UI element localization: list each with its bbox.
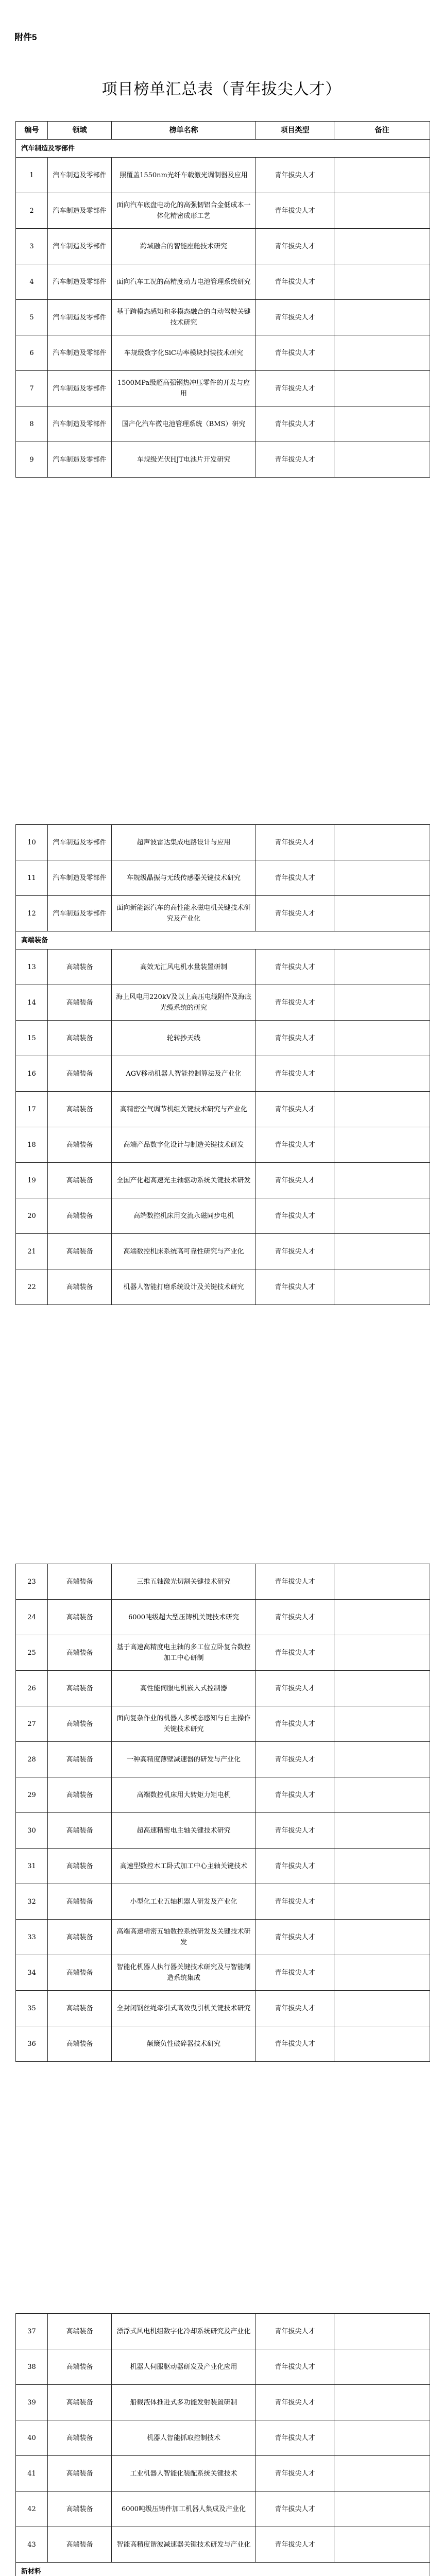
table-row <box>16 1564 430 1600</box>
project-type-cell: 青年拔尖人才 <box>256 1813 334 1849</box>
project-name-cell: 轮转抄天线 <box>112 1021 256 1056</box>
remark-cell <box>334 442 430 478</box>
table-row <box>16 2420 430 2456</box>
remark-cell <box>334 1777 430 1813</box>
project-type-cell: 青年拔尖人才 <box>256 1849 334 1884</box>
attachment-label: 附件5 <box>14 32 37 42</box>
field-cell: 高端装备 <box>48 1198 112 1234</box>
project-name-cell: 机器人智能打磨系统设计及关键技术研究 <box>112 1269 256 1305</box>
project-type-cell: 青年拔尖人才 <box>256 1742 334 1777</box>
project-name-cell: 全封闭钢丝绳牵引式高效曳引机关键技术研究 <box>112 1991 256 2026</box>
project-name-cell: 三维五轴激光切割关键技术研究 <box>112 1564 256 1600</box>
row-number: 32 <box>16 1884 48 1920</box>
project-name-cell: 高端高速精密五轴数控系统研发及关键技术研发 <box>112 1920 256 1955</box>
row-number: 42 <box>16 2492 48 2527</box>
remark-cell <box>334 985 430 1021</box>
table-row <box>16 193 430 229</box>
project-type-cell: 青年拔尖人才 <box>256 1163 334 1198</box>
field-cell: 汽车制造及零部件 <box>48 335 112 371</box>
project-type-cell: 青年拔尖人才 <box>256 896 334 931</box>
column-header: 编号 <box>16 122 48 140</box>
project-name-cell: 智能高精度谐波减速器关键技术研发与产业化 <box>112 2527 256 2563</box>
remark-cell <box>334 860 430 896</box>
table-row <box>16 1056 430 1092</box>
table-row <box>16 1849 430 1884</box>
field-cell: 高端装备 <box>48 2527 112 2563</box>
row-number: 17 <box>16 1092 48 1127</box>
row-number: 7 <box>16 371 48 406</box>
remark-cell <box>334 1600 430 1635</box>
field-cell: 高端装备 <box>48 1564 112 1600</box>
project-name-cell: 小型化工业五轴机器人研发及产业化 <box>112 1884 256 1920</box>
field-cell: 高端装备 <box>48 1777 112 1813</box>
table-row <box>16 2456 430 2492</box>
table-row <box>16 371 430 406</box>
remark-cell <box>334 158 430 193</box>
project-type-cell: 青年拔尖人才 <box>256 2492 334 2527</box>
remark-cell <box>334 2349 430 2385</box>
project-type-cell: 青年拔尖人才 <box>256 158 334 193</box>
row-number: 9 <box>16 442 48 478</box>
field-cell: 汽车制造及零部件 <box>48 371 112 406</box>
field-cell: 高端装备 <box>48 1127 112 1163</box>
row-number: 16 <box>16 1056 48 1092</box>
remark-cell <box>334 1127 430 1163</box>
field-cell: 汽车制造及零部件 <box>48 229 112 264</box>
table-row <box>16 1269 430 1305</box>
project-name-cell: 船载液体推进式多功能发射装置研制 <box>112 2385 256 2420</box>
project-name-cell: 高效无汇风电机水量装置研制 <box>112 950 256 985</box>
remark-cell <box>334 825 430 860</box>
table-row <box>16 1777 430 1813</box>
project-name-cell: 面向复杂作业的机器人多模态感知与自主操作关键技术研究 <box>112 1706 256 1742</box>
project-name-cell: 高性能伺服电机嵌入式控制器 <box>112 1671 256 1706</box>
project-name-cell: 海上风电用220kV及以上高压电缆附件及海底光缆系统的研究 <box>112 985 256 1021</box>
field-cell: 高端装备 <box>48 1991 112 2026</box>
table-row <box>16 1163 430 1198</box>
row-number: 41 <box>16 2456 48 2492</box>
row-number: 13 <box>16 950 48 985</box>
field-cell: 高端装备 <box>48 1742 112 1777</box>
section-title: 新材料 <box>16 2563 430 2576</box>
table-row <box>16 442 430 478</box>
project-name-cell: 6000吨级超大型压铸机关键技术研究 <box>112 1600 256 1635</box>
row-number: 5 <box>16 300 48 335</box>
row-number: 11 <box>16 860 48 896</box>
remark-cell <box>334 1092 430 1127</box>
table-row <box>16 229 430 264</box>
remark-cell <box>334 264 430 300</box>
remark-cell <box>334 1056 430 1092</box>
remark-cell <box>334 406 430 442</box>
project-name-cell: 智能化机器人执行器关键技术研究及与智能制造系统集成 <box>112 1955 256 1991</box>
project-type-cell: 青年拔尖人才 <box>256 1635 334 1671</box>
field-cell: 高端装备 <box>48 1920 112 1955</box>
row-number: 1 <box>16 158 48 193</box>
project-type-cell: 青年拔尖人才 <box>256 371 334 406</box>
row-number: 39 <box>16 2385 48 2420</box>
field-cell: 汽车制造及零部件 <box>48 158 112 193</box>
column-header: 榜单名称 <box>112 122 256 140</box>
row-number: 3 <box>16 229 48 264</box>
project-name-cell: 高速型数控木工卧式加工中心主轴关键技术 <box>112 1849 256 1884</box>
row-number: 40 <box>16 2420 48 2456</box>
field-cell: 高端装备 <box>48 1056 112 1092</box>
field-cell: 汽车制造及零部件 <box>48 264 112 300</box>
table-row <box>16 158 430 193</box>
project-type-cell: 青年拔尖人才 <box>256 2420 334 2456</box>
remark-cell <box>334 193 430 229</box>
row-number: 43 <box>16 2527 48 2563</box>
remark-cell <box>334 1991 430 2026</box>
remark-cell <box>334 1564 430 1600</box>
table-row <box>16 300 430 335</box>
remark-cell <box>334 1163 430 1198</box>
remark-cell <box>334 2026 430 2062</box>
remark-cell <box>334 371 430 406</box>
table-row <box>16 1635 430 1671</box>
section-title: 高端装备 <box>16 931 430 950</box>
project-type-cell: 青年拔尖人才 <box>256 2456 334 2492</box>
row-number: 31 <box>16 1849 48 1884</box>
project-type-cell: 青年拔尖人才 <box>256 1056 334 1092</box>
field-cell: 汽车制造及零部件 <box>48 896 112 931</box>
row-number: 20 <box>16 1198 48 1234</box>
remark-cell <box>334 229 430 264</box>
table-row <box>16 1813 430 1849</box>
remark-cell <box>334 1198 430 1234</box>
remark-cell <box>334 300 430 335</box>
row-number: 29 <box>16 1777 48 1813</box>
table-row <box>16 1742 430 1777</box>
section-title: 汽车制造及零部件 <box>16 140 430 158</box>
remark-cell <box>334 1671 430 1706</box>
field-cell: 高端装备 <box>48 1706 112 1742</box>
row-number: 6 <box>16 335 48 371</box>
field-cell: 高端装备 <box>48 2420 112 2456</box>
row-number: 37 <box>16 2314 48 2349</box>
project-name-cell: 工业机器人智能化装配系统关键技术 <box>112 2456 256 2492</box>
table-row <box>16 2527 430 2563</box>
row-number: 26 <box>16 1671 48 1706</box>
project-type-cell: 青年拔尖人才 <box>256 300 334 335</box>
table-row <box>16 1092 430 1127</box>
row-number: 19 <box>16 1163 48 1198</box>
field-cell: 高端装备 <box>48 985 112 1021</box>
column-header: 备注 <box>334 122 430 140</box>
table-row <box>16 335 430 371</box>
row-number: 30 <box>16 1813 48 1849</box>
table-row <box>16 1600 430 1635</box>
table-row <box>16 1884 430 1920</box>
project-type-cell: 青年拔尖人才 <box>256 2026 334 2062</box>
project-name-cell: 漂浮式风电机组数字化冷却系统研究及产业化 <box>112 2314 256 2349</box>
remark-cell <box>334 335 430 371</box>
table-row <box>16 1706 430 1742</box>
field-cell: 汽车制造及零部件 <box>48 860 112 896</box>
project-type-cell: 青年拔尖人才 <box>256 1777 334 1813</box>
row-number: 23 <box>16 1564 48 1600</box>
project-type-cell: 青年拔尖人才 <box>256 1092 334 1127</box>
remark-cell <box>334 1021 430 1056</box>
table-row <box>16 896 430 931</box>
page-title: 项目榜单汇总表（青年拔尖人才） <box>101 80 342 98</box>
table-row <box>16 1920 430 1955</box>
row-number: 22 <box>16 1269 48 1305</box>
field-cell: 高端装备 <box>48 1163 112 1198</box>
remark-cell <box>334 1884 430 1920</box>
table-row <box>16 1234 430 1269</box>
project-type-cell: 青年拔尖人才 <box>256 1884 334 1920</box>
project-type-cell: 青年拔尖人才 <box>256 1198 334 1234</box>
project-type-cell: 青年拔尖人才 <box>256 193 334 229</box>
field-cell: 高端装备 <box>48 1671 112 1706</box>
table-row <box>16 1127 430 1163</box>
project-name-cell: 基于跨模态感知和多模态融合的自动驾驶关键技术研究 <box>112 300 256 335</box>
project-type-cell: 青年拔尖人才 <box>256 1234 334 1269</box>
project-name-cell: 跨域融合的智能座舱技术研究 <box>112 229 256 264</box>
remark-cell <box>334 1234 430 1269</box>
project-table <box>15 121 430 478</box>
project-type-cell: 青年拔尖人才 <box>256 950 334 985</box>
row-number: 35 <box>16 1991 48 2026</box>
row-number: 4 <box>16 264 48 300</box>
remark-cell <box>334 1635 430 1671</box>
project-type-cell: 青年拔尖人才 <box>256 1021 334 1056</box>
field-cell: 高端装备 <box>48 1269 112 1305</box>
table-row <box>16 2385 430 2420</box>
table-row <box>16 825 430 860</box>
project-type-cell: 青年拔尖人才 <box>256 2314 334 2349</box>
table-row <box>16 1198 430 1234</box>
row-number: 28 <box>16 1742 48 1777</box>
project-type-cell: 青年拔尖人才 <box>256 264 334 300</box>
remark-cell <box>334 2420 430 2456</box>
field-cell: 汽车制造及零部件 <box>48 442 112 478</box>
table-row <box>16 1991 430 2026</box>
remark-cell <box>334 1706 430 1742</box>
section-row <box>16 2563 430 2576</box>
column-header: 项目类型 <box>256 122 334 140</box>
field-cell: 高端装备 <box>48 1884 112 1920</box>
project-table <box>15 824 430 1305</box>
field-cell: 汽车制造及零部件 <box>48 825 112 860</box>
project-type-cell: 青年拔尖人才 <box>256 442 334 478</box>
field-cell: 高端装备 <box>48 2385 112 2420</box>
remark-cell <box>334 1813 430 1849</box>
field-cell: 高端装备 <box>48 2349 112 2385</box>
field-cell: 汽车制造及零部件 <box>48 406 112 442</box>
column-header: 领域 <box>48 122 112 140</box>
row-number: 8 <box>16 406 48 442</box>
table-row <box>16 2492 430 2527</box>
project-name-cell: 1500MPa级超高强钢热冲压零件的开发与应用 <box>112 371 256 406</box>
project-name-cell: 高端数控机床用交流永磁同步电机 <box>112 1198 256 1234</box>
row-number: 21 <box>16 1234 48 1269</box>
remark-cell <box>334 950 430 985</box>
remark-cell <box>334 1849 430 1884</box>
row-number: 18 <box>16 1127 48 1163</box>
table-row <box>16 860 430 896</box>
project-name-cell: 照覆盖1550nm光纤车载激光调制器及应用 <box>112 158 256 193</box>
remark-cell <box>334 2527 430 2563</box>
project-type-cell: 青年拔尖人才 <box>256 2349 334 2385</box>
project-name-cell: 高端产品数字化设计与制造关键技术研发 <box>112 1127 256 1163</box>
field-cell: 高端装备 <box>48 2026 112 2062</box>
project-type-cell: 青年拔尖人才 <box>256 1991 334 2026</box>
field-cell: 高端装备 <box>48 1021 112 1056</box>
remark-cell <box>334 2492 430 2527</box>
project-name-cell: 全国产化超高速光主轴驱动系统关键技术研发 <box>112 1163 256 1198</box>
project-type-cell: 青年拔尖人才 <box>256 1955 334 1991</box>
table-row <box>16 2026 430 2062</box>
row-number: 14 <box>16 985 48 1021</box>
project-type-cell: 青年拔尖人才 <box>256 2385 334 2420</box>
field-cell: 高端装备 <box>48 1635 112 1671</box>
remark-cell <box>334 2314 430 2349</box>
field-cell: 高端装备 <box>48 2314 112 2349</box>
field-cell: 高端装备 <box>48 2456 112 2492</box>
project-type-cell: 青年拔尖人才 <box>256 985 334 1021</box>
field-cell: 高端装备 <box>48 1955 112 1991</box>
field-cell: 高端装备 <box>48 1234 112 1269</box>
table-row <box>16 406 430 442</box>
project-name-cell: 超高速精密电主轴关键技术研究 <box>112 1813 256 1849</box>
project-name-cell: 高精密空气调节机组关键技术研究与产业化 <box>112 1092 256 1127</box>
row-number: 12 <box>16 896 48 931</box>
remark-cell <box>334 2456 430 2492</box>
project-name-cell: 车规级数字化SiC功率模块封装技术研究 <box>112 335 256 371</box>
table-row <box>16 1021 430 1056</box>
project-name-cell: 机器人伺服驱动器研发及产业化应用 <box>112 2349 256 2385</box>
table-row <box>16 2314 430 2349</box>
project-name-cell: 机器人智能抓取控制技术 <box>112 2420 256 2456</box>
row-number: 36 <box>16 2026 48 2062</box>
project-name-cell: 一种高精度薄壁减速器的研发与产业化 <box>112 1742 256 1777</box>
project-type-cell: 青年拔尖人才 <box>256 1600 334 1635</box>
project-name-cell: 6000吨级压铸件加工机器人集成及产业化 <box>112 2492 256 2527</box>
project-type-cell: 青年拔尖人才 <box>256 1706 334 1742</box>
field-cell: 高端装备 <box>48 1813 112 1849</box>
project-type-cell: 青年拔尖人才 <box>256 1564 334 1600</box>
field-cell: 高端装备 <box>48 2492 112 2527</box>
project-name-cell: 车规级晶振与无线传感器关键技术研究 <box>112 860 256 896</box>
field-cell: 汽车制造及零部件 <box>48 193 112 229</box>
section-row <box>16 931 430 950</box>
table-row <box>16 1955 430 1991</box>
project-type-cell: 青年拔尖人才 <box>256 1127 334 1163</box>
project-type-cell: 青年拔尖人才 <box>256 2527 334 2563</box>
row-number: 33 <box>16 1920 48 1955</box>
project-type-cell: 青年拔尖人才 <box>256 1920 334 1955</box>
project-type-cell: 青年拔尖人才 <box>256 860 334 896</box>
project-type-cell: 青年拔尖人才 <box>256 1671 334 1706</box>
table-row <box>16 1671 430 1706</box>
project-type-cell: 青年拔尖人才 <box>256 335 334 371</box>
row-number: 34 <box>16 1955 48 1991</box>
remark-cell <box>334 1920 430 1955</box>
field-cell: 高端装备 <box>48 1600 112 1635</box>
project-name-cell: 基于高速高精度电主轴的多工位立卧复合数控加工中心研制 <box>112 1635 256 1671</box>
row-number: 2 <box>16 193 48 229</box>
project-name-cell: 车规级光伏HJT电池片开发研究 <box>112 442 256 478</box>
project-name-cell: AGV移动机器人智能控制算法及产业化 <box>112 1056 256 1092</box>
project-type-cell: 青年拔尖人才 <box>256 229 334 264</box>
table-row <box>16 950 430 985</box>
row-number: 27 <box>16 1706 48 1742</box>
table-row <box>16 2349 430 2385</box>
remark-cell <box>334 1269 430 1305</box>
project-type-cell: 青年拔尖人才 <box>256 825 334 860</box>
field-cell: 汽车制造及零部件 <box>48 300 112 335</box>
table-row <box>16 264 430 300</box>
remark-cell <box>334 1742 430 1777</box>
project-table <box>15 1564 430 2062</box>
project-type-cell: 青年拔尖人才 <box>256 1269 334 1305</box>
project-name-cell: 面向汽车底盘电动化的高强韧铝合金低成本一体化精密成形工艺 <box>112 193 256 229</box>
project-name-cell: 超声波雷达集成电路设计与应用 <box>112 825 256 860</box>
project-name-cell: 颠簸负性破碎器技术研究 <box>112 2026 256 2062</box>
row-number: 25 <box>16 1635 48 1671</box>
remark-cell <box>334 896 430 931</box>
project-name-cell: 国产化汽车微电池管理系统（BMS）研究 <box>112 406 256 442</box>
field-cell: 高端装备 <box>48 950 112 985</box>
row-number: 15 <box>16 1021 48 1056</box>
field-cell: 高端装备 <box>48 1092 112 1127</box>
row-number: 10 <box>16 825 48 860</box>
table-row <box>16 985 430 1021</box>
project-table <box>15 2313 430 2576</box>
project-name-cell: 面向汽车工况的高精度动力电池管理系统研究 <box>112 264 256 300</box>
remark-cell <box>334 2385 430 2420</box>
row-number: 38 <box>16 2349 48 2385</box>
header-row <box>16 122 430 140</box>
project-name-cell: 面向新能源汽车的高性能永磁电机关键技术研究及产业化 <box>112 896 256 931</box>
project-type-cell: 青年拔尖人才 <box>256 406 334 442</box>
project-name-cell: 高端数控机床系统高可靠性研究与产业化 <box>112 1234 256 1269</box>
field-cell: 高端装备 <box>48 1849 112 1884</box>
remark-cell <box>334 1955 430 1991</box>
project-name-cell: 高端数控机床用大转矩力矩电机 <box>112 1777 256 1813</box>
section-row <box>16 140 430 158</box>
row-number: 24 <box>16 1600 48 1635</box>
